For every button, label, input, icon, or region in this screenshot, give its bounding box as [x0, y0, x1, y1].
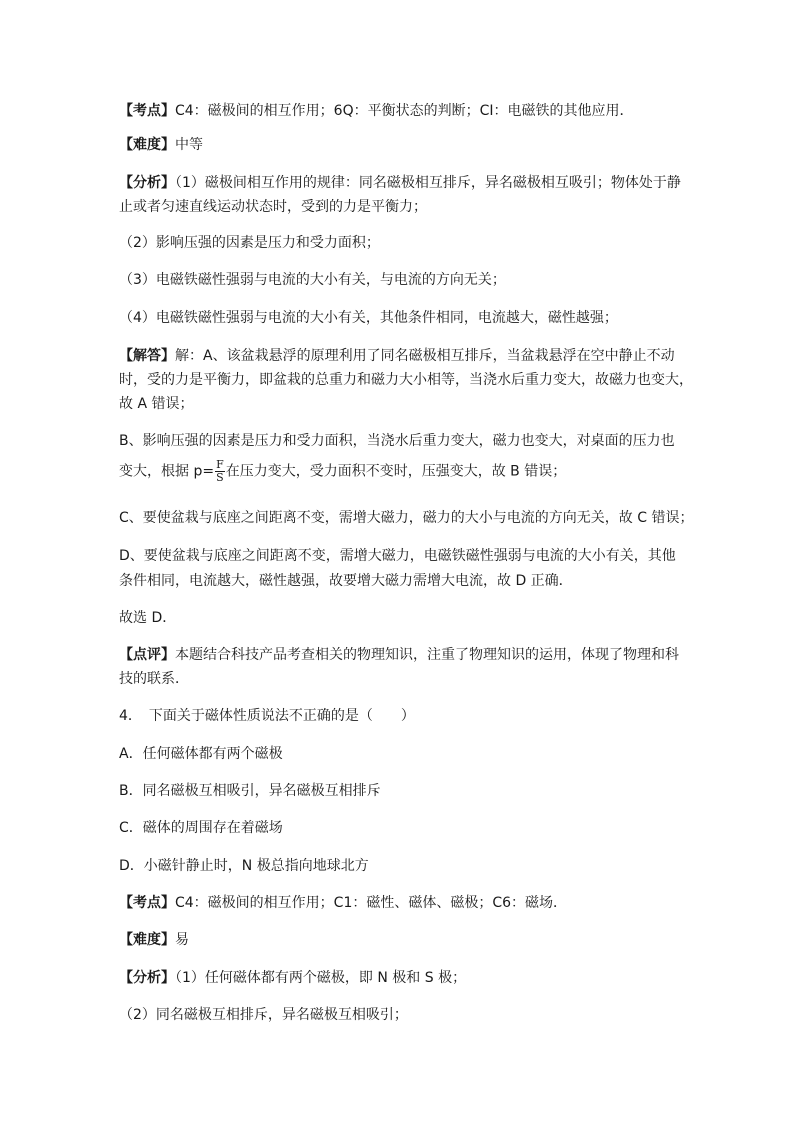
q4-nandu-line: [119, 930, 189, 950]
fenxi-line-1b: 止或者匀速直线运动状态时，受到的力是平衡力；: [119, 199, 427, 215]
jieda-text-a1: 解：A、该盆栽悬浮的原理利用了同名磁极相互排斥，当盆栽悬浮在空中静止不动: [175, 348, 675, 364]
q4-kaodian-tag: 【考点】: [119, 895, 175, 911]
option-b: B．同名磁极互相吸引，异名磁极互相排斥: [119, 783, 381, 799]
fenxi-line-3: （3）电磁铁磁性强弱与电流的大小有关，与电流的方向无关；: [119, 272, 506, 288]
kaodian-line: [119, 101, 634, 121]
jieda-line-a3: 故 A 错误；: [119, 396, 194, 412]
option-a: A．任何磁体都有两个磁极: [119, 746, 283, 762]
dianping-tag: 【点评】: [119, 647, 175, 663]
guxuan-line: 故选 D．: [119, 610, 177, 626]
q4-fenxi-text-1: （1）任何磁体都有两个磁极，即 N 极和 S 极；: [175, 970, 467, 986]
fenxi-line-2: （2）影响压强的因素是压力和受力面积；: [119, 235, 380, 251]
jieda-text-b2-pre: 变大，根据 p=: [119, 463, 215, 480]
fraction-numerator: F: [216, 458, 224, 471]
kaodian-tag: 【考点】: [119, 103, 175, 119]
q4-fenxi-line-1: [119, 968, 466, 988]
kaodian-text: C4：磁极间的相互作用；6Q：平衡状态的判断；CI：电磁铁的其他应用．: [175, 103, 634, 119]
nandu-text: 中等: [175, 137, 203, 153]
dianping-line-2: 技的联系．: [119, 671, 189, 687]
jieda-line-b2: [119, 459, 566, 484]
question-4-stem: 4． 下面关于磁体性质说法不正确的是（ ）: [119, 708, 415, 724]
jieda-tag: 【解答】: [119, 348, 175, 364]
dianping-line-1: [119, 645, 679, 665]
q4-fenxi-tag: 【分析】: [119, 970, 175, 986]
option-d: D．小磁针静止时，N 极总指向地球北方: [119, 858, 369, 874]
q4-nandu-text: 易: [175, 932, 189, 948]
jieda-line-1: [119, 346, 675, 366]
q4-fenxi-line-2: （2）同名磁极互相排斥，异名磁极互相吸引；: [119, 1007, 408, 1023]
nandu-tag: 【难度】: [119, 137, 175, 153]
fenxi-line-4: （4）电磁铁磁性强弱与电流的大小有关，其他条件相同，电流越大，磁性越强；: [119, 310, 618, 326]
q4-kaodian-text: C4：磁极间的相互作用；C1：磁性、磁体、磁极；C6：磁场．: [175, 895, 568, 911]
pressure-fraction: [215, 459, 225, 484]
dianping-text-1: 本题结合科技产品考查相关的物理知识，注重了物理知识的运用，体现了物理和科: [175, 647, 679, 663]
q4-kaodian-line: [119, 893, 567, 913]
nandu-line: [119, 135, 203, 155]
jieda-line-d2: 条件相同，电流越大，磁性越强，故要增大磁力需增大电流，故 D 正确．: [119, 573, 573, 589]
jieda-line-a2: 时，受的力是平衡力，即盆栽的总重力和磁力大小相等，当浇水后重力变大，故磁力也变大，: [119, 372, 693, 388]
q4-nandu-tag: 【难度】: [119, 932, 175, 948]
fenxi-text-1a: （1）磁极间相互作用的规律：同名磁极相互排斥，异名磁极相互吸引；物体处于静: [175, 175, 681, 191]
fraction-denominator: S: [216, 471, 224, 484]
option-c: C．磁体的周围存在着磁场: [119, 820, 283, 836]
jieda-line-d1: D、要使盆栽与底座之间距离不变，需增大磁力，电磁铁磁性强弱与电流的大小有关，其他: [119, 548, 676, 564]
jieda-text-b2-post: 在压力变大，受力面积不变时，压强变大，故 B 错误；: [225, 463, 567, 480]
fenxi-line-1: [119, 173, 681, 193]
jieda-line-c: C、要使盆栽与底座之间距离不变，需增大磁力，磁力的大小与电流的方向无关，故 C 错误；: [119, 510, 694, 526]
jieda-line-b1: B、影响压强的因素是压力和受力面积，当浇水后重力变大，磁力也变大，对桌面的压力也: [119, 433, 675, 449]
fenxi-tag: 【分析】: [119, 175, 175, 191]
